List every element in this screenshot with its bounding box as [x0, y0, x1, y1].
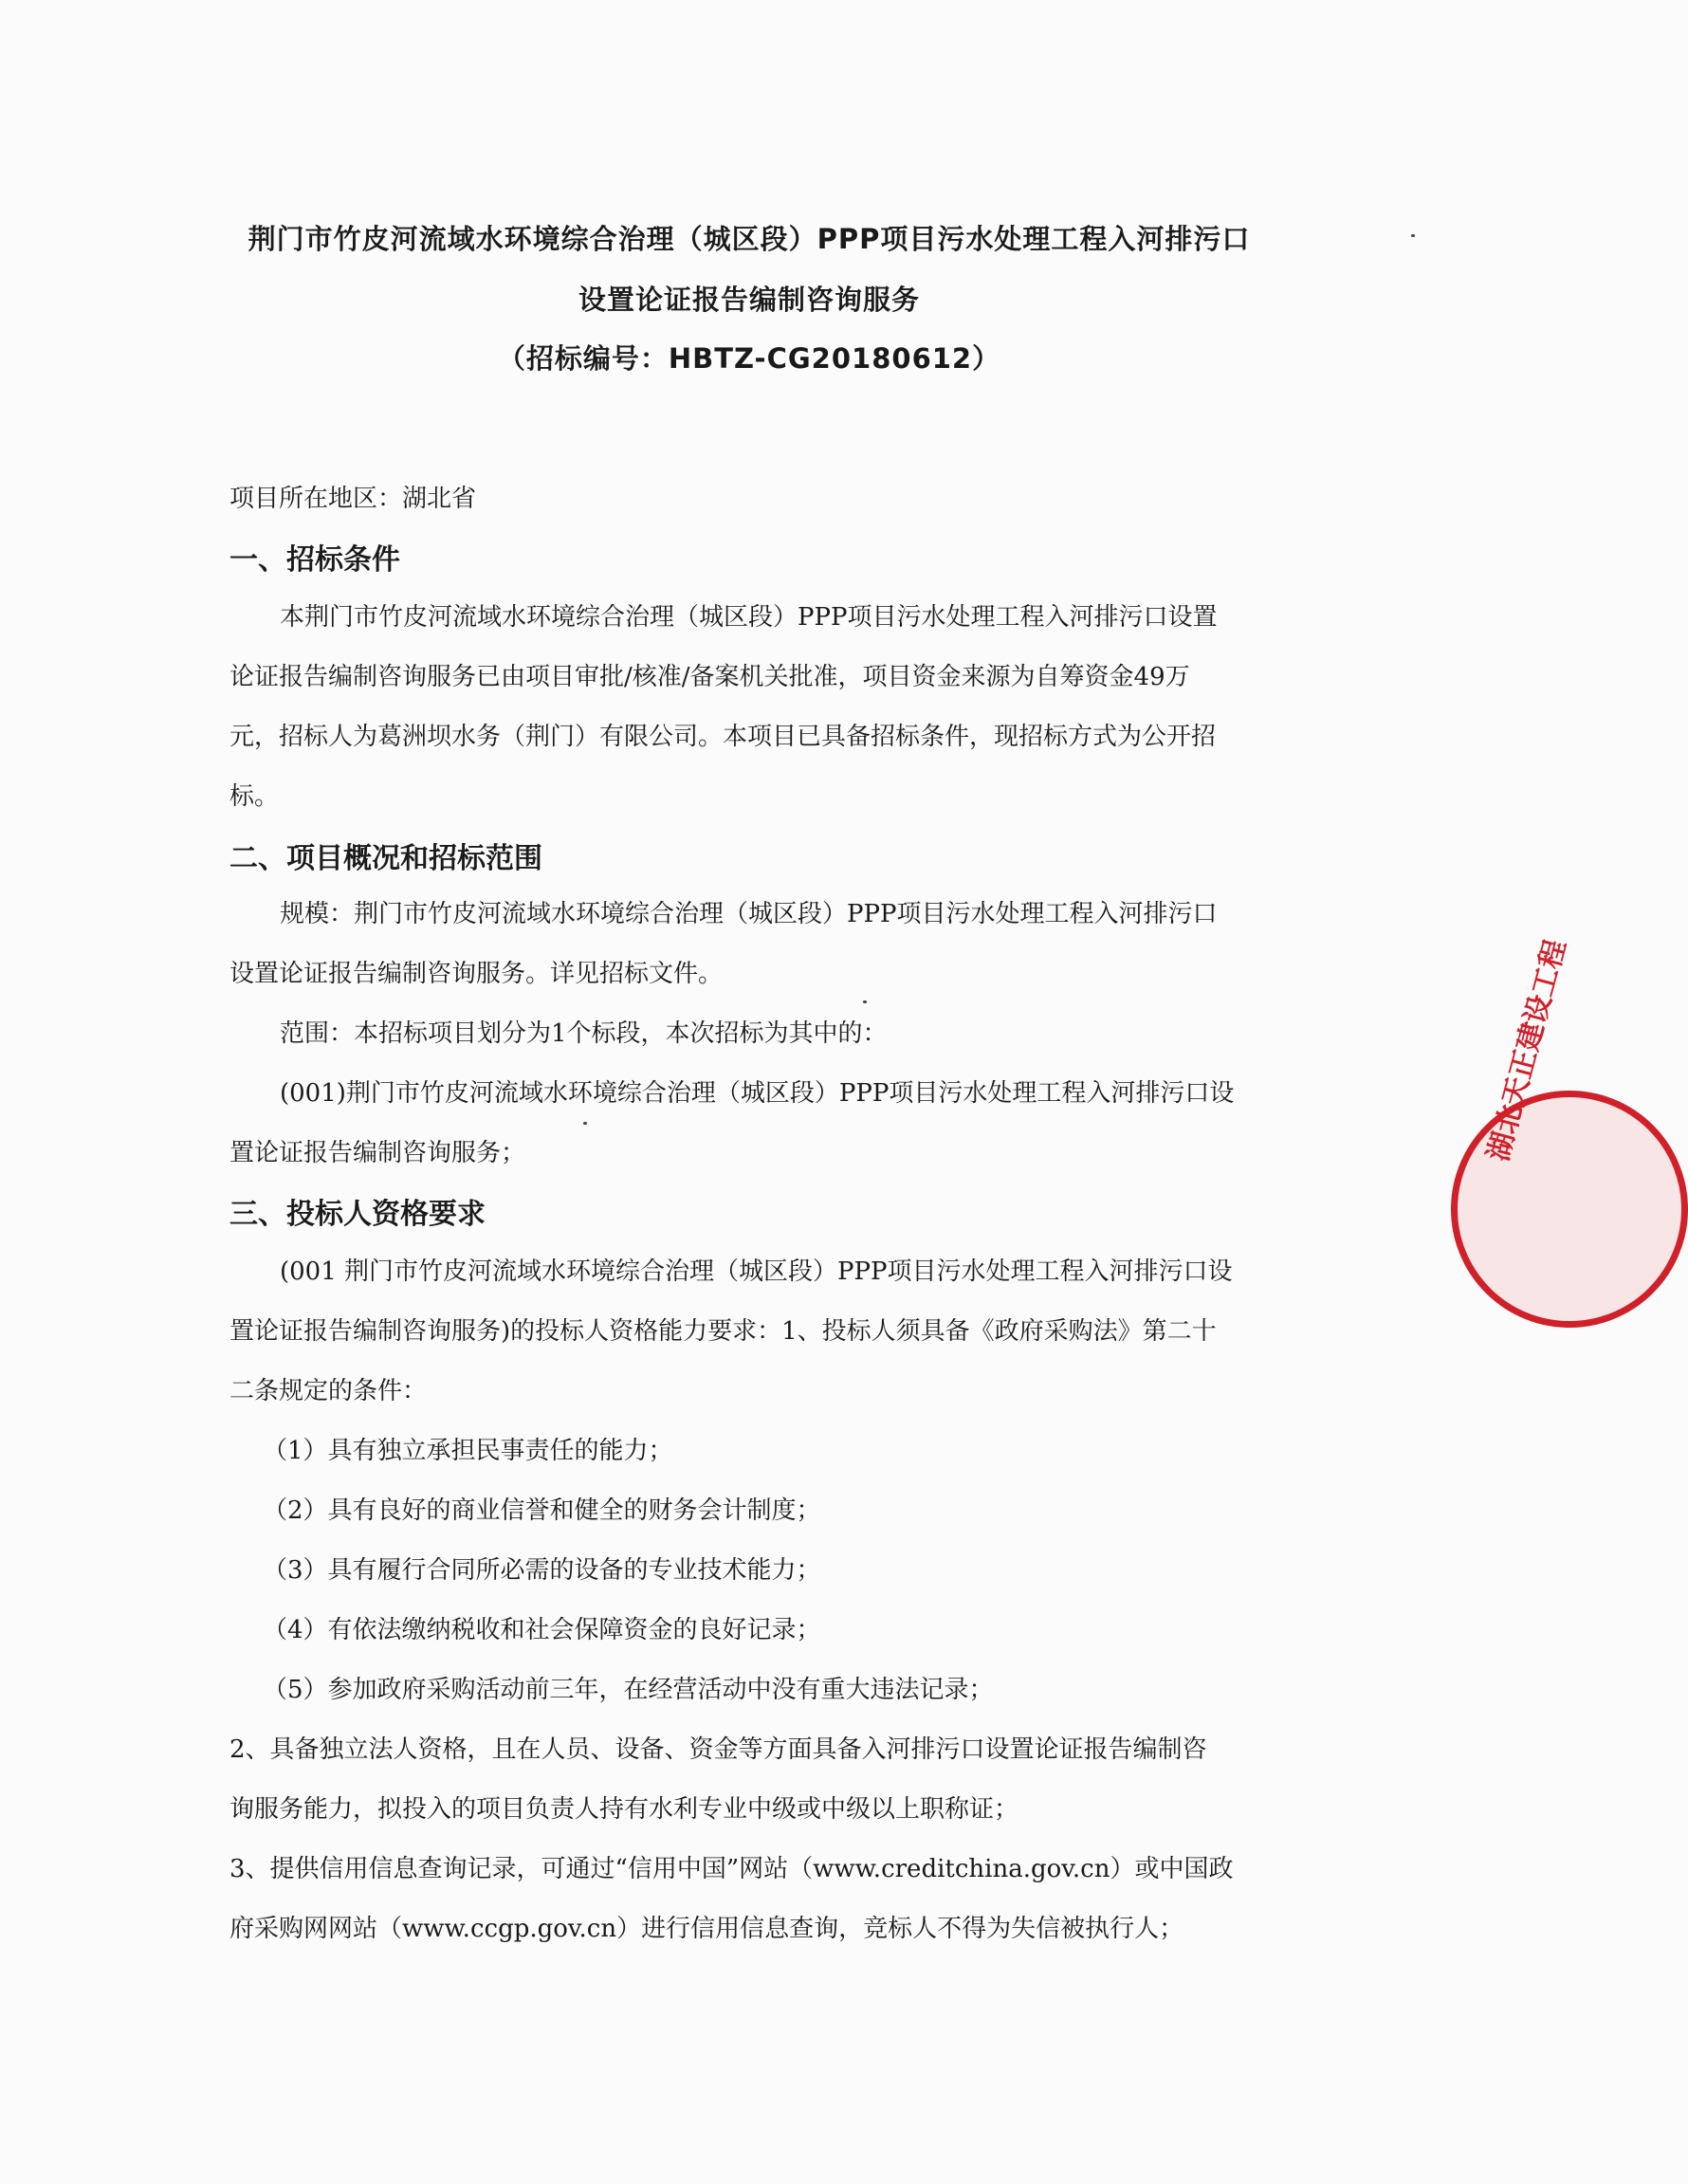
section-1-paragraph-line: 标。 [229, 782, 280, 811]
section-1-heading: 一、招标条件 [229, 543, 400, 577]
section-2-heading: 二、项目概况和招标范围 [229, 842, 542, 875]
requirement-3-line: 3、提供信用信息查询记录，可通过“信用中国”网站（www.creditchina.gov.cn）或中国政 [229, 1855, 1234, 1883]
section-3-paragraph-line: 二条规定的条件： [229, 1377, 428, 1405]
condition-item: （3）具有履行合同所必需的设备的专业技术能力； [263, 1556, 821, 1585]
document-title-line-1: 荆门市竹皮河流域水环境综合治理（城区段）PPP项目污水处理工程入河排污口 [248, 223, 1251, 255]
project-region: 项目所在地区：湖北省 [229, 485, 477, 513]
company-seal [1451, 936, 1688, 1328]
section-3-paragraph-line: 置论证报告编制咨询服务)的投标人资格能力要求：1、投标人须具备《政府采购法》第二十 [229, 1317, 1217, 1346]
condition-item: （5）参加政府采购活动前三年，在经营活动中没有重大违法记录； [263, 1676, 994, 1704]
section-3-paragraph-line: (001 荆门市竹皮河流域水环境综合治理（城区段）PPP项目污水处理工程入河排污口设 [280, 1257, 1233, 1286]
scan-speck [863, 1000, 867, 1003]
section-1-paragraph-line: 论证报告编制咨询服务已由项目审批/核准/备案机关批准，项目资金来源为自筹资金49万 [229, 663, 1190, 691]
seal-text: 湖北天正建设工程 [1481, 936, 1573, 1165]
condition-item: （1）具有独立承担民事责任的能力； [263, 1437, 673, 1465]
section-2-scope: 范围：本招标项目划分为1个标段，本次招标为其中的： [280, 1019, 888, 1048]
section-3-heading: 三、投标人资格要求 [229, 1198, 486, 1231]
section-2-scale-line: 规模：荆门市竹皮河流域水环境综合治理（城区段）PPP项目污水处理工程入河排污口 [280, 900, 1218, 928]
document-title-line-2: 设置论证报告编制咨询服务 [578, 284, 920, 316]
section-2-lot-line: 置论证报告编制咨询服务； [229, 1139, 526, 1167]
section-1-paragraph-line: 本荆门市竹皮河流域水环境综合治理（城区段）PPP项目污水处理工程入河排污口设置 [280, 603, 1218, 632]
requirement-2-line: 2、具备独立法人资格，且在人员、设备、资金等方面具备入河排污口设置论证报告编制咨 [229, 1735, 1207, 1764]
condition-item: （4）有依法缴纳税收和社会保障资金的良好记录； [263, 1616, 821, 1644]
scan-speck [1411, 234, 1415, 237]
condition-item: （2）具有良好的商业信誉和健全的财务会计制度； [263, 1496, 821, 1525]
requirement-2-line: 询服务能力，拟投入的项目负责人持有水利专业中级或中级以上职称证； [229, 1795, 1019, 1824]
scan-speck [583, 1122, 587, 1125]
tender-number: （招标编号：HBTZ-CG20180612） [497, 342, 1001, 375]
requirement-3-line: 府采购网网站（www.ccgp.gov.cn）进行信用信息查询，竞标人不得为失信被执行人； [229, 1915, 1184, 1943]
section-1-paragraph-line: 元，招标人为葛洲坝水务（荆门）有限公司。本项目已具备招标条件，现招标方式为公开招 [229, 723, 1217, 751]
section-2-scale-line: 设置论证报告编制咨询服务。详见招标文件。 [229, 960, 724, 988]
section-2-lot-line: (001)荆门市竹皮河流域水环境综合治理（城区段）PPP项目污水处理工程入河排污口设 [280, 1079, 1235, 1108]
